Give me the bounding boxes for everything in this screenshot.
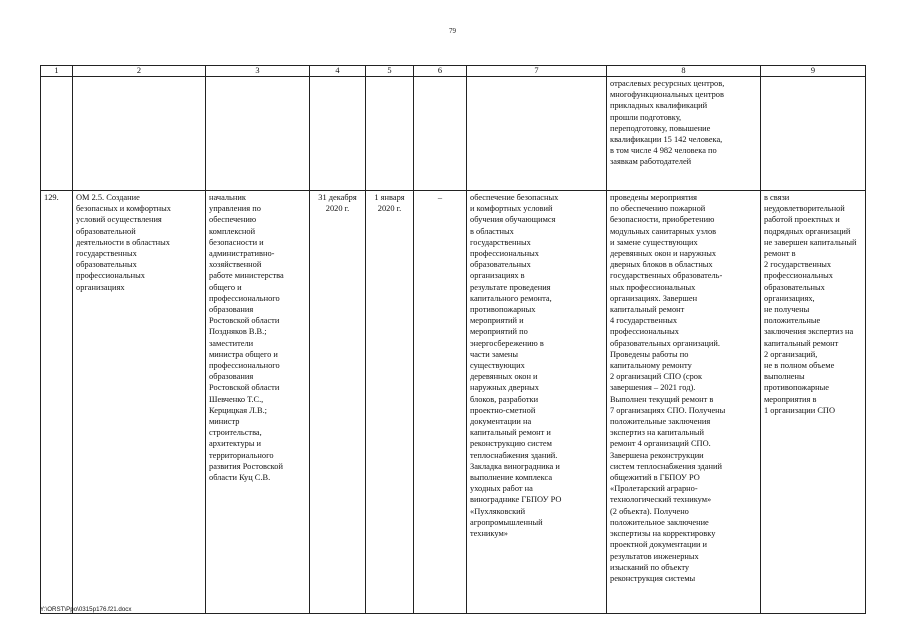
text-line: неудовлетворительной [764,204,845,214]
text-line: систем теплоснабжения зданий [610,461,722,471]
text-line: отраслевых ресурсных центров, [610,79,725,88]
text-line: заключения экспертиз на [764,327,854,337]
text-line: блоков, разработки [470,394,539,404]
text-line: образовательной [76,226,136,236]
text-line: 2 организаций СПО (срок [610,372,703,382]
text-line: мероприятия в [764,394,817,404]
text-line: прикладных квалификаций [610,101,708,111]
text-line: строительства, [209,428,262,438]
column-number-header-row [41,66,866,77]
text-line: экспертизы на корректировку [610,529,716,539]
text-line: мероприятий по [470,327,528,337]
text-line: профессиональных [764,271,833,281]
row-number-cell: 129. [41,191,73,614]
text-line: Ростовской области [209,316,280,326]
text-line: профессиональных [470,249,539,259]
header-cell-7: 7 [467,66,607,77]
report-table [40,65,866,614]
text-line: деревянных окон и наружных [610,249,717,259]
text-line: безопасности, приобретению [610,215,715,225]
text-line: профессиональных [76,271,145,281]
cont-cell-result [607,77,761,191]
text-line: положительные заключения [610,417,711,427]
text-line: Проведены работы по [610,349,689,359]
text-line: противопожарные [764,383,829,393]
header-cell-2: 2 [73,66,206,77]
text-line: результатов инженерных [610,551,699,561]
text-line: капитальный ремонт [764,338,839,348]
text-line: комплексной [209,226,256,236]
text-line: управления по [209,204,261,214]
text-line: уходных работ на [470,484,533,494]
text-line: обеспечение безопасных [470,193,559,202]
text-line: образования [209,305,254,315]
text-line: 1 организации СПО [764,405,836,415]
text-line: реконструкцию систем [470,439,552,449]
header-cell-5: 5 [366,66,414,77]
header-cell-4: 4 [310,66,366,77]
text-line: деятельности в областных [76,237,170,247]
text-line: Шевченко Т.С., [209,394,264,404]
text-line: подрядных организаций [764,226,851,236]
text-line: образования [209,372,254,382]
page-number: 79 [449,27,456,35]
header-cell-8: 8 [607,66,761,77]
text-line: образовательных [764,282,825,292]
text-line: результате проведения [470,282,551,292]
text-line: «Пухляковский [470,506,526,516]
text-line: проведены мероприятия [610,193,697,202]
responsible-executor-cell [206,191,310,614]
text-line: в том числе 4 982 человека по [610,146,717,156]
text-line: переподготовку, повышение [610,123,711,133]
text-line: части замены [470,349,519,359]
text-line: общего и [209,282,242,292]
text-line: модульных санитарных узлов [610,226,717,236]
text-line: положительные [764,316,821,326]
text-line: капитальному ремонту [610,361,692,371]
text-line: выполнение комплекса [470,473,553,483]
text-line: Выполнен текущий ремонт в [610,394,714,404]
header-cell-3: 3 [206,66,310,77]
text-line: капитального ремонта, [470,293,552,303]
text-line: документации на [470,417,532,427]
text-line: заявкам работодателей [610,157,692,167]
text-line: теплоснабжения зданий. [470,450,558,460]
text-line: начальник [209,193,246,202]
text-line: в областных [470,226,514,236]
text-line: мероприятий и [470,316,524,326]
cont-cell-2 [73,77,206,191]
text-line: (2 объекта). Получено [610,506,689,516]
planned-end-date-cell [310,191,366,614]
text-line: организациях в [470,271,525,281]
text-line: профессионального [209,293,280,303]
measure-name-cell [73,191,206,614]
text-line: обучения обучающимся [470,215,556,225]
cont-cell-4 [310,77,366,191]
achieved-result-cell [607,191,761,614]
text-line: безопасных и комфортных [76,204,171,214]
text-line: изысканий по объекту [610,562,690,572]
text-line: проектно-сметной [470,405,536,415]
expected-result-cell [467,191,607,614]
text-line: «Пролетарский аграрно- [610,484,698,494]
text-line: 31 декабря [318,193,357,202]
text-line: государственных [470,237,531,247]
text-line: заместители [209,338,254,348]
cont-cell-9 [761,77,866,191]
text-line: капитальный ремонт [610,305,685,315]
text-line: существующих [470,361,525,371]
text-line: безопасности и [209,237,264,247]
text-line: прошли подготовку, [610,112,682,122]
actual-end-date-cell: – [414,191,467,614]
text-line: развития Ростовской [209,461,283,471]
text-line: обеспечению [209,215,257,225]
text-line: многофункциональных центров [610,90,724,100]
text-line: дверных блоков в областных [610,260,713,270]
text-line: квалификации 15 142 человека, [610,135,723,145]
text-line: завершения – 2021 год). [610,383,696,393]
text-line: профессионального [209,361,280,371]
text-line: общежитий в ГБПОУ РО [610,473,700,483]
cont-cell-6 [414,77,467,191]
text-line: государственных образователь- [610,271,723,281]
text-line: реконструкция системы [610,573,696,583]
text-line: противопожарных [470,305,536,315]
text-line: 1 января [374,193,405,202]
cont-cell-7 [467,77,607,191]
text-line: 2 государственных [764,260,832,270]
table-row-129 [41,191,866,614]
text-line: и комфортных условий [470,204,553,214]
text-line: ремонт в [764,249,796,259]
text-line: агропромышленный [470,517,543,527]
text-line: не завершен капитальный [764,237,857,247]
text-line: технологический техникум» [610,495,712,505]
header-cell-9: 9 [761,66,866,77]
text-line: министра общего и [209,349,278,359]
text-line: техникум» [470,529,508,539]
text-line: организациях. Завершен [610,293,698,303]
text-line: работе министерства [209,271,284,281]
text-line: экспертиз на капитальный [610,428,704,438]
header-cell-6: 6 [414,66,467,77]
text-line: 2020 г. [377,204,402,214]
text-line: Закладка виноградника и [470,461,560,471]
text-line: и замене существующих [610,237,698,247]
text-line: профессиональных [610,327,679,337]
text-line: положительное заключение [610,517,709,527]
text-line: наружных дверных [470,383,539,393]
actual-start-date-cell [366,191,414,614]
text-line: Поздняков В.В.; [209,327,267,337]
table-row-continued [41,77,866,191]
text-line: 4 государственных [610,316,678,326]
text-line: образовательных [76,260,137,270]
text-line: образовательных [470,260,531,270]
text-line: в связи [764,193,790,202]
text-line: хозяйственной [209,260,262,270]
text-line: условий осуществления [76,215,162,225]
text-line: организациях [76,282,125,292]
text-line: по обеспечению пожарной [610,204,706,214]
text-line: проектной документации и [610,540,708,550]
text-line: области Куц С.В. [209,473,271,483]
text-line: не в полном объеме [764,361,835,371]
text-line: территориального [209,450,274,460]
text-line: 2 организаций, [764,349,818,359]
text-line: не получены [764,305,810,315]
text-line: выполнены [764,372,805,382]
text-line: организациях, [764,293,815,303]
text-line: работой проектных и [764,215,840,225]
text-line: образовательных организаций. [610,338,720,348]
text-line: архитектуры и [209,439,262,449]
text-line: министр [209,417,240,427]
text-line: деревянных окон и [470,372,538,382]
text-line: 7 организациях СПО. Получены [610,405,726,415]
text-line: ремонт 4 организаций СПО. [610,439,711,449]
header-cell-1: 1 [41,66,73,77]
text-line: административно- [209,249,275,259]
text-line: государственных [76,249,137,259]
cont-cell-3 [206,77,310,191]
text-line: винограднике ГБПОУ РО [470,495,562,505]
text-line: ных профессиональных [610,282,696,292]
text-line: Завершена реконструкции [610,450,704,460]
problems-cell [761,191,866,614]
cont-cell-1 [41,77,73,191]
cont-cell-5 [366,77,414,191]
text-line: энергосбережению в [470,338,544,348]
text-line: Керцицкая Л.В.; [209,405,268,415]
document-file-path: Y:\ORST\Ppo\0315p176.f21.docx [40,606,132,613]
text-line: капитальный ремонт и [470,428,551,438]
text-line: 2020 г. [325,204,350,214]
text-line: Ростовской области [209,383,280,393]
text-line: ОМ 2.5. Создание [76,193,140,202]
